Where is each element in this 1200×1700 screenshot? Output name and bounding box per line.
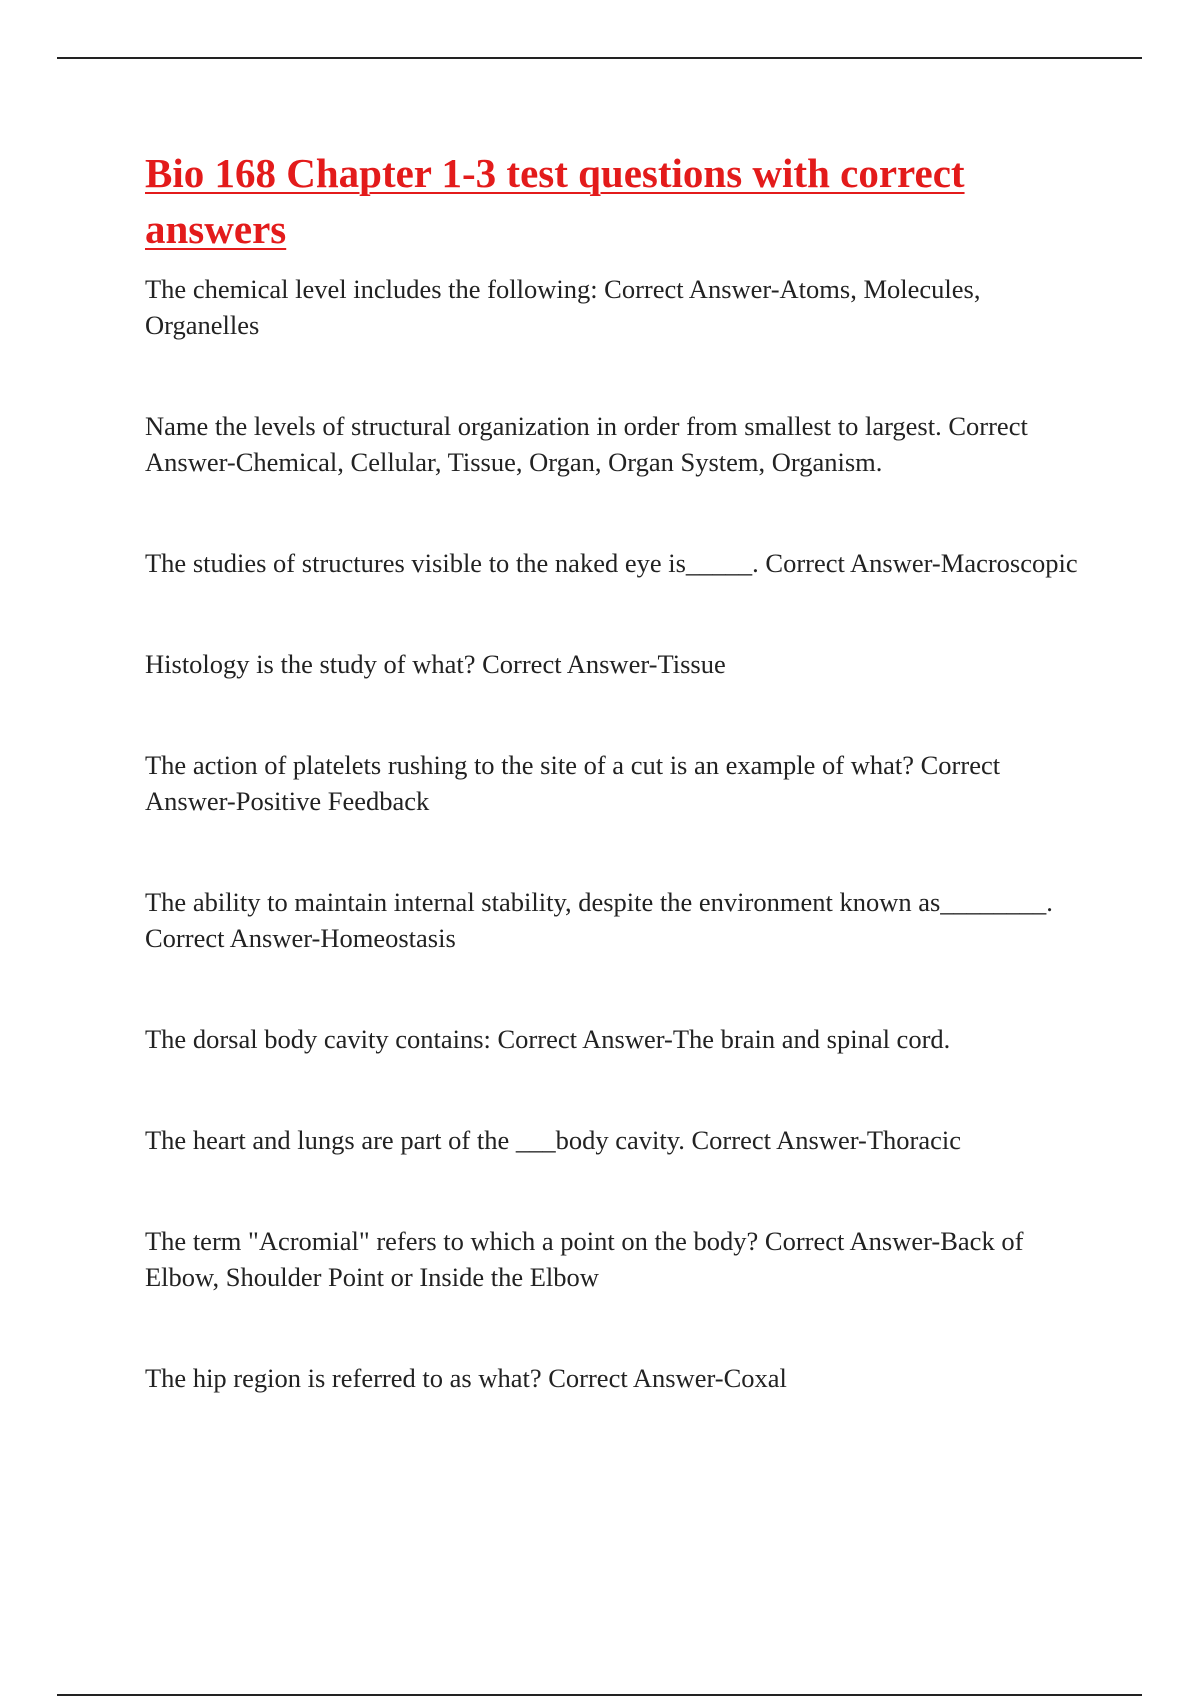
document-title: Bio 168 Chapter 1-3 test questions with correct answers bbox=[145, 150, 965, 252]
qa-item-2: Name the levels of structural organization in order from smallest to largest. Correct Answer-Chemical, Cellular, Tissue, Organ, Organ System, Organism. bbox=[145, 411, 1028, 477]
qa-item-6: The ability to maintain internal stability, despite the environment known as________. Correct Answer-Homeostasis bbox=[145, 887, 1053, 953]
bottom-rule bbox=[57, 1694, 1142, 1696]
qa-item-9: The term "Acromial" refers to which a point on the body? Correct Answer-Back of Elbow, Shoulder Point or Inside the Elbow bbox=[145, 1226, 1024, 1292]
qa-item-4: Histology is the study of what? Correct Answer-Tissue bbox=[145, 649, 726, 679]
qa-item-1: The chemical level includes the following: Correct Answer-Atoms, Molecules, Organelles bbox=[145, 274, 981, 340]
qa-item-3: The studies of structures visible to the naked eye is_____. Correct Answer-Macroscopic bbox=[145, 548, 1078, 578]
qa-list bbox=[145, 271, 1095, 1396]
qa-item-5: The action of platelets rushing to the site of a cut is an example of what? Correct Answer-Positive Feedback bbox=[145, 750, 1001, 816]
document-body bbox=[145, 145, 1095, 1461]
qa-item-8: The heart and lungs are part of the ___body cavity. Correct Answer-Thoracic bbox=[145, 1125, 962, 1155]
qa-item-10: The hip region is referred to as what? Correct Answer-Coxal bbox=[145, 1363, 787, 1393]
qa-item-7: The dorsal body cavity contains: Correct Answer-The brain and spinal cord. bbox=[145, 1024, 951, 1054]
top-rule bbox=[57, 57, 1142, 59]
